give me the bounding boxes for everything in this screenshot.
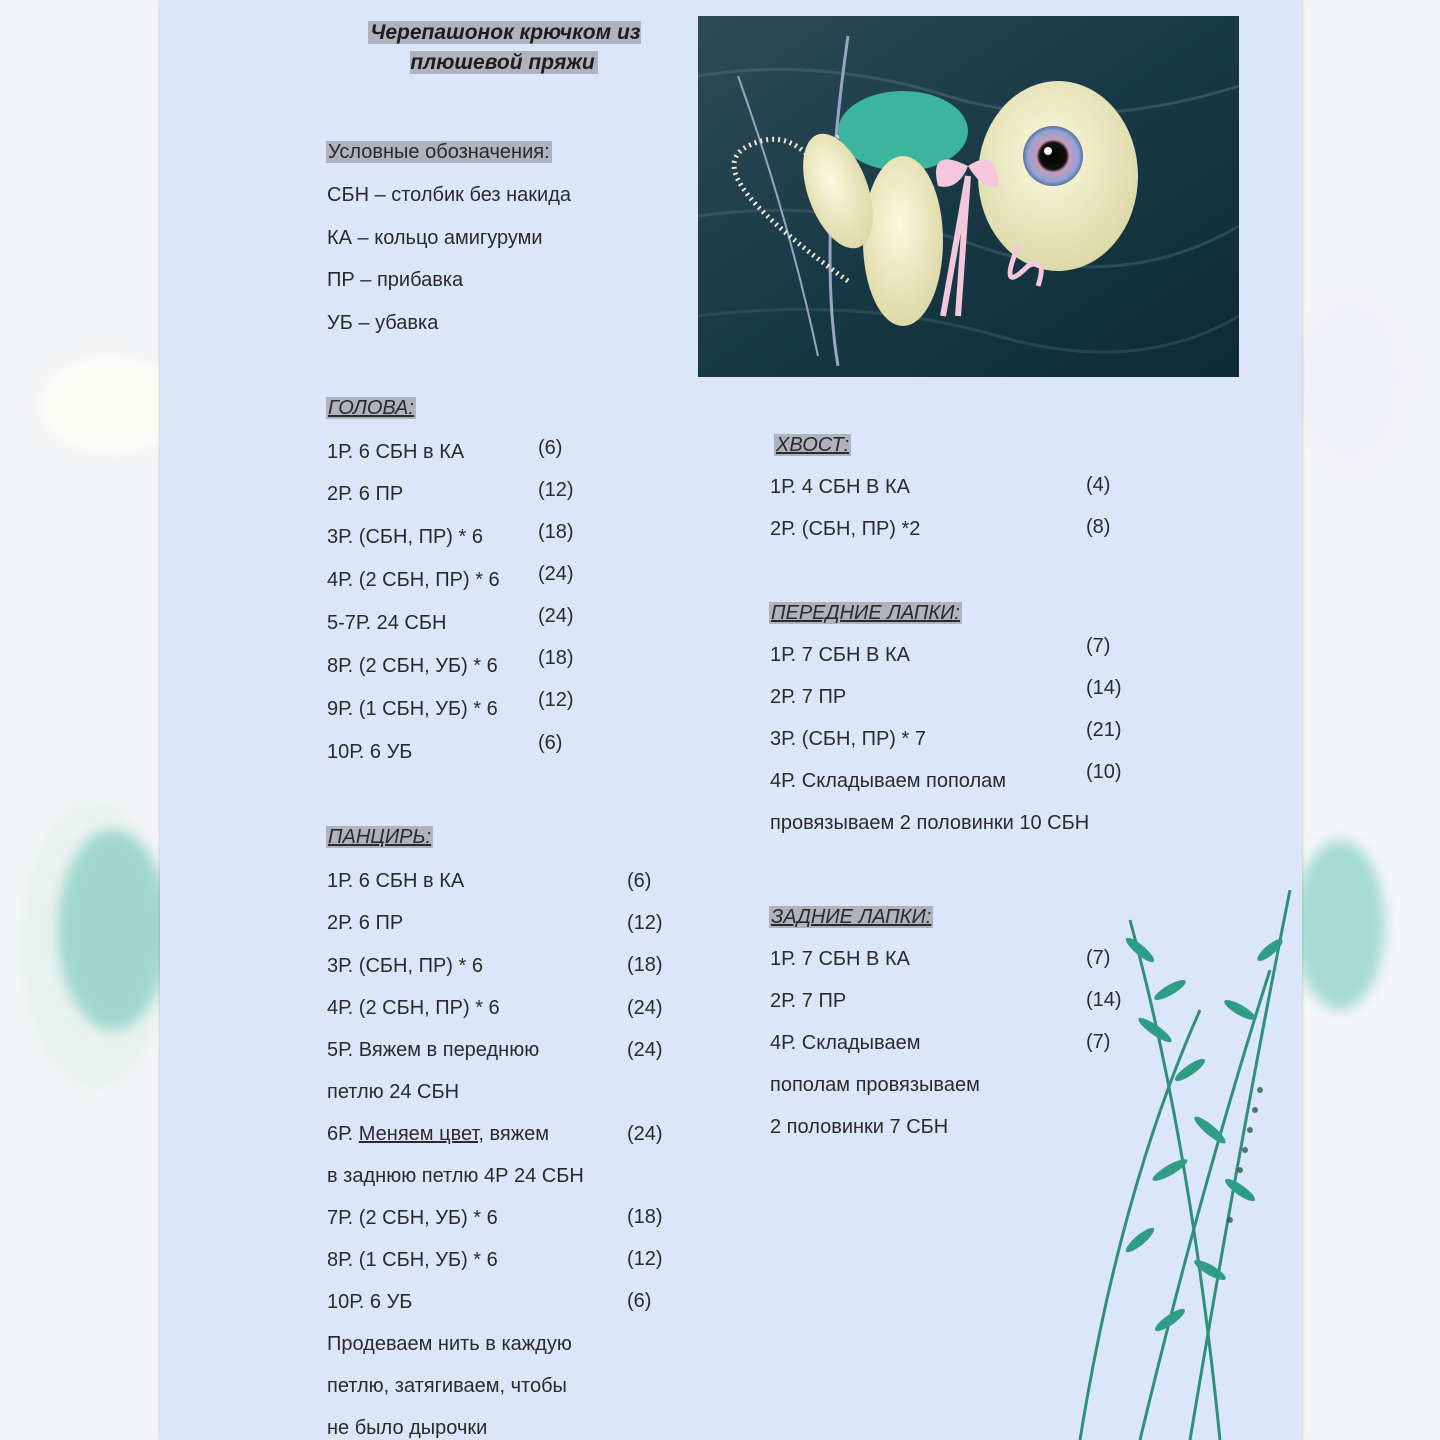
- shell-row-count: (24): [627, 997, 663, 1019]
- head-row: 9Р. (1 СБН, УБ) * 6: [327, 698, 498, 720]
- shell-header-text: ПАНЦИРЬ:: [328, 826, 432, 848]
- shell-row: 1Р. 6 СБН в КА: [327, 870, 465, 892]
- head-row-count: (24): [538, 605, 574, 627]
- back-legs-header: [769, 905, 933, 929]
- shell-row: петлю 24 СБН: [327, 1081, 460, 1103]
- front-legs-row: 4Р. Складываем пополам: [770, 770, 1007, 792]
- legend-header-text: Условные обозначения:: [328, 141, 550, 163]
- seaweed-illustration-icon: [940, 890, 1302, 1440]
- shell-row: 4Р. (2 СБН, ПР) * 6: [327, 997, 500, 1019]
- shell-row-count: (24): [627, 1039, 663, 1061]
- front-legs-header: [769, 601, 962, 625]
- head-row: 10Р. 6 УБ: [327, 741, 413, 763]
- head-row: 3Р. (СБН, ПР) * 6: [327, 526, 483, 548]
- legend-header: [326, 140, 552, 164]
- back-legs-row-count: (7): [1086, 1031, 1111, 1053]
- head-row: 1Р. 6 СБН в КА: [327, 441, 465, 463]
- shell-closing-line: не было дырочки: [327, 1417, 488, 1439]
- tail-row-count: (4): [1086, 474, 1111, 496]
- page-title-text: Черепашонок крючком из плюшевой пряжи: [368, 21, 641, 74]
- shell-header: [326, 825, 433, 849]
- shell-row: 8Р. (1 СБН, УБ) * 6: [327, 1249, 498, 1271]
- front-legs-header-text: ПЕРЕДНИЕ ЛАПКИ:: [771, 602, 960, 624]
- shell-row: 3Р. (СБН, ПР) * 6: [327, 955, 483, 977]
- shell-row: 2Р. 6 ПР: [327, 912, 404, 934]
- back-legs-row-count: (7): [1086, 947, 1111, 969]
- background-toy-blob: [40, 355, 180, 455]
- legend-item: КА – кольцо амигуруми: [327, 227, 543, 249]
- head-row: 8Р. (2 СБН, УБ) * 6: [327, 655, 498, 677]
- tail-row: 1Р. 4 СБН В КА: [770, 476, 910, 498]
- head-row-count: (12): [538, 479, 574, 501]
- front-legs-row: 3Р. (СБН, ПР) * 7: [770, 728, 926, 750]
- tail-row-count: (8): [1086, 516, 1111, 538]
- front-legs-row-count: (21): [1086, 719, 1122, 741]
- tail-header-text: ХВОСТ:: [776, 434, 850, 456]
- front-legs-row-count: (7): [1086, 635, 1111, 657]
- shell-row: [327, 1122, 549, 1146]
- legend-item: УБ – убавка: [327, 312, 439, 334]
- background-toy-blob: [1300, 300, 1400, 460]
- background-toy-blob: [58, 830, 168, 1030]
- shell-row-suffix: вяжем: [483, 1123, 549, 1145]
- shell-row-count: (6): [627, 870, 652, 892]
- back-legs-row: 1Р. 7 СБН В КА: [770, 948, 910, 970]
- pattern-page: [160, 0, 1302, 1440]
- head-row-count: (6): [538, 437, 563, 459]
- head-row-count: (24): [538, 563, 574, 585]
- legend-item: СБН – столбик без накида: [327, 184, 571, 206]
- back-legs-row: 2 половинки 7 СБН: [770, 1116, 949, 1138]
- shell-row-count: (18): [627, 1206, 663, 1228]
- front-legs-row: 2Р. 7 ПР: [770, 686, 847, 708]
- back-legs-row: 4Р. Складываем: [770, 1032, 921, 1054]
- tail-row: 2Р. (СБН, ПР) *2: [770, 518, 921, 540]
- shell-row: 7Р. (2 СБН, УБ) * 6: [327, 1207, 498, 1229]
- legend-item: ПР – прибавка: [327, 269, 464, 291]
- front-legs-row: провязываем 2 половинки 10 СБН: [770, 812, 1090, 834]
- shell-closing-line: Продеваем нить в каждую: [327, 1333, 572, 1355]
- turtle-photo-icon: [698, 16, 1239, 377]
- head-row-count: (18): [538, 647, 574, 669]
- shell-row: 5Р. Вяжем в переднюю: [327, 1039, 540, 1061]
- head-row-count: (12): [538, 689, 574, 711]
- page-title: [348, 18, 660, 78]
- front-legs-row-count: (10): [1086, 761, 1122, 783]
- back-legs-row: 2Р. 7 ПР: [770, 990, 847, 1012]
- shell-row-underlined: Меняем цвет,: [358, 1123, 484, 1145]
- back-legs-row: пополам провязываем: [770, 1074, 980, 1096]
- tail-header: [774, 433, 851, 457]
- shell-row: 10Р. 6 УБ: [327, 1291, 413, 1313]
- shell-row-prefix: 6Р.: [327, 1123, 359, 1145]
- head-row: 2Р. 6 ПР: [327, 483, 404, 505]
- back-legs-row-count: (14): [1086, 989, 1122, 1011]
- head-row-count: (6): [538, 732, 563, 754]
- head-header-text: ГОЛОВА:: [328, 397, 414, 419]
- head-header: [326, 396, 416, 420]
- back-legs-header-text: ЗАДНИЕ ЛАПКИ:: [771, 906, 932, 928]
- shell-row-count: (12): [627, 912, 663, 934]
- head-row-count: (18): [538, 521, 574, 543]
- shell-closing-line: петлю, затягиваем, чтобы: [327, 1375, 567, 1397]
- head-row: 5-7Р. 24 СБН: [327, 612, 447, 634]
- turtle-amigurumi-photo: [698, 16, 1239, 377]
- shell-row-count: (6): [627, 1290, 652, 1312]
- front-legs-row-count: (14): [1086, 677, 1122, 699]
- shell-row: в заднюю петлю 4Р 24 СБН: [327, 1165, 584, 1187]
- shell-row-count: (12): [627, 1248, 663, 1270]
- front-legs-row: 1Р. 7 СБН В КА: [770, 644, 910, 666]
- shell-row-count: (18): [627, 954, 663, 976]
- background-toy-blob: [1295, 840, 1385, 1010]
- shell-row-count: (24): [627, 1123, 663, 1145]
- head-row: 4Р. (2 СБН, ПР) * 6: [327, 569, 500, 591]
